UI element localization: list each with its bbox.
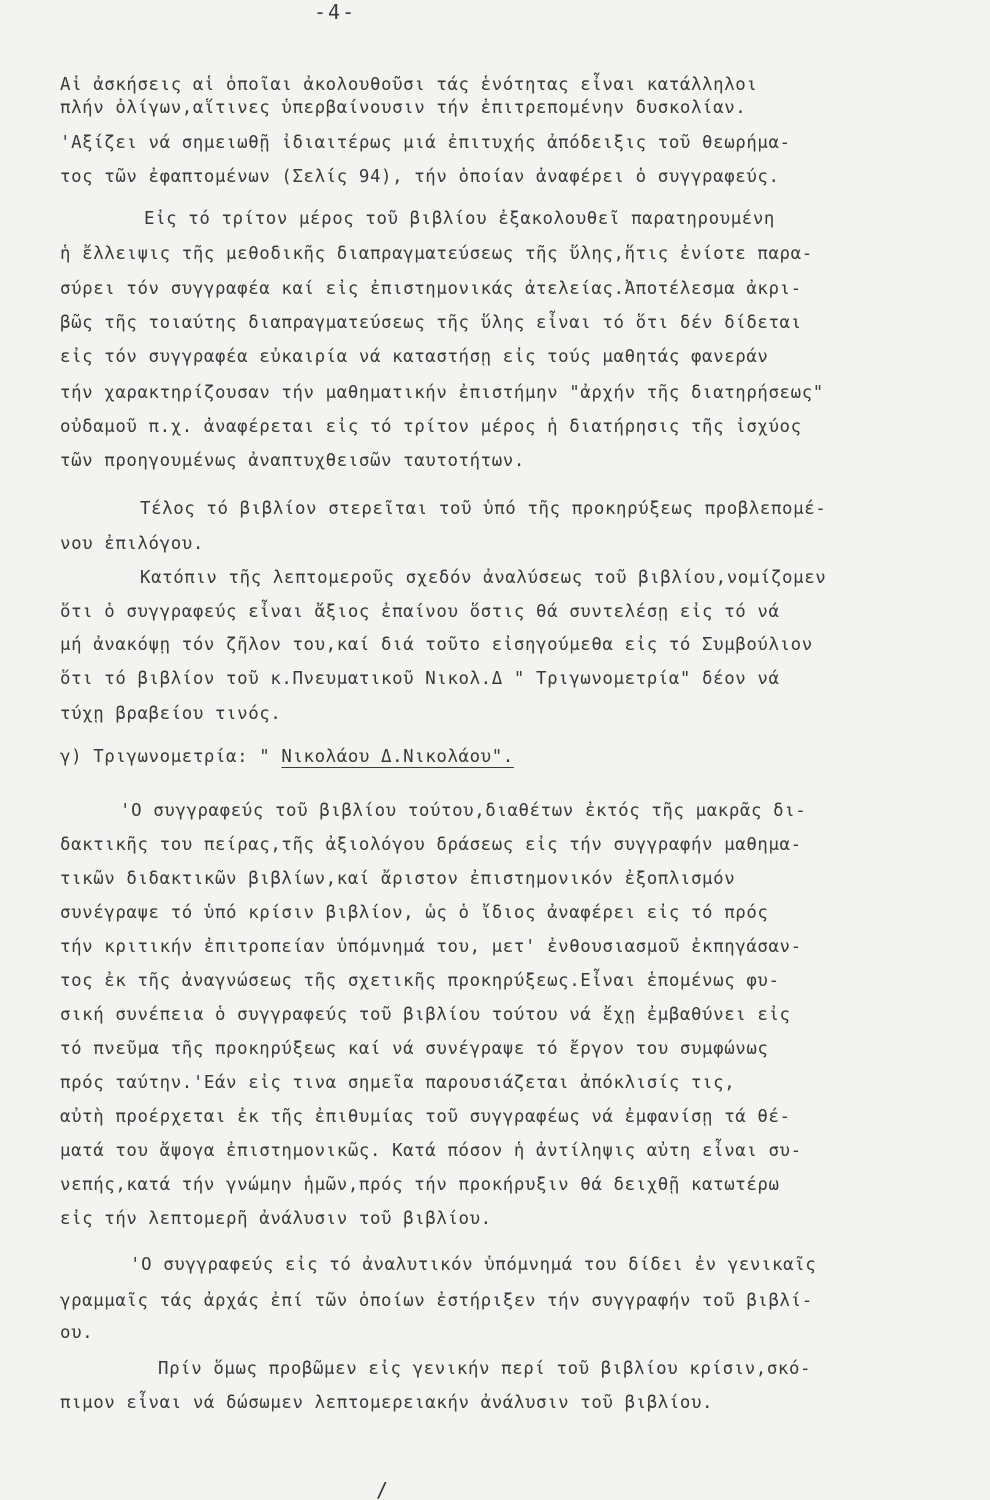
- text-line: νεπής,κατά τήν γνώμην ἡμῶν,πρός τήν προκήρυξιν θά δειχθῇ κατωτέρω: [60, 1175, 780, 1195]
- text-line: 'Ο συγγραφεύς εἰς τό ἀναλυτικόν ὑπόμνημά του δίδει ἐν γενικαῖς: [130, 1255, 817, 1275]
- text-line: πρός ταύτην.'Εάν εἰς τινα σημεῖα παρουσιάζεται ἀπόκλισίς τις,: [60, 1073, 736, 1093]
- text-line: Τέλος τό βιβλίον στερεῖται τοῦ ὑπό τῆς προκηρύξεως προβλεπομέ-: [140, 499, 827, 519]
- page-number: -4-: [314, 0, 357, 24]
- text-line: πιμον εἶναι νά δώσωμεν λεπτομερειακήν ἀνάλυσιν τοῦ βιβλίου.: [60, 1393, 714, 1413]
- text-line: ματά του ἄψογα ἐπιστημονικῶς. Κατά πόσον ἡ ἀντίληψις αὐτη εἶναι συ-: [60, 1141, 802, 1161]
- footer-mark: /: [376, 1478, 389, 1500]
- text-line: τικῶν διδακτικῶν βιβλίων,καί ἄριστον ἐπιστημονικόν ἐξοπλισμόν: [60, 869, 736, 889]
- text-line: Εἰς τό τρίτον μέρος τοῦ βιβλίου ἐξακολουθεῖ παρατηρουμένη: [144, 209, 775, 229]
- text-line: μή ἀνακόψῃ τόν ζῆλον του,καί διά τοῦτο εἰσηγούμεθα εἰς τό Συμβούλιον: [60, 635, 813, 655]
- text-line: ὅτι τό βιβλίον τοῦ κ.Πνευματικοῦ Νικολ.Δ " Τριγωνομετρία" δέον νά: [60, 669, 780, 689]
- text-line: πλήν ὀλίγων,αἵτινες ὑπερβαίνουσιν τήν ἐπιτρεπομένην δυσκολίαν.: [60, 98, 747, 118]
- text-line: εἰς τόν συγγραφέα εὐκαιρία νά καταστήσῃ εἰς τούς μαθητάς φανεράν: [60, 347, 769, 367]
- text-line: 'Ο συγγραφεύς τοῦ βιβλίου τούτου,διαθέτων ἐκτός τῆς μακρᾶς δι-: [120, 801, 807, 821]
- text-line: Πρίν ὅμως προβῶμεν εἰς γενικήν περί τοῦ βιβλίου κρίσιν,σκό-: [158, 1359, 812, 1379]
- text-line: ὅτι ὁ συγγραφεύς εἶναι ἄξιος ἐπαίνου ὅστις θά συντελέσῃ εἰς τό νά: [60, 602, 780, 622]
- text-line: νου ἐπιλόγου.: [60, 534, 204, 554]
- text-line: Κατόπιν τῆς λεπτομεροῦς σχεδόν ἀναλύσεως τοῦ βιβλίου,νομίζομεν: [140, 568, 827, 588]
- text-line: γραμμαῖς τάς ἀρχάς ἐπί τῶν ὁποίων ἐστήριξεν τήν συγγραφήν τοῦ βιβλί-: [60, 1291, 813, 1311]
- text-line: συνέγραψε τό ὑπό κρίσιν βιβλίον, ὡς ὁ ἴδιος ἀναφέρει εἰς τό πρός: [60, 903, 769, 923]
- text-line: αὐτὴ προέρχεται ἐκ τῆς ἐπιθυμίας τοῦ συγγραφέως νά ἐμφανίσῃ τά θέ-: [60, 1107, 791, 1127]
- section-heading-label: γ) Τριγωνομετρία: ": [60, 747, 282, 767]
- text-line: σύρει τόν συγγραφέα καί εἰς ἐπιστημονικάς ἀτελείας.Ἀποτέλεσμα ἀκρι-: [60, 279, 802, 299]
- text-line: τῶν προηγουμένως ἀναπτυχθεισῶν ταυτοτήτων.: [60, 451, 525, 471]
- text-line: ἡ ἔλλειψις τῆς μεθοδικῆς διαπραγματεύσεως τῆς ὕλης,ἥτις ἐνίοτε παρα-: [60, 244, 813, 264]
- text-line: τος τῶν ἐφαπτομένων (Σελίς 94), τήν ὁποίαν ἀναφέρει ὁ συγγραφεύς.: [60, 167, 780, 187]
- text-line: τό πνεῦμα τῆς προκηρύξεως καί νά συνέγραψε τό ἔργον του συμφώνως: [60, 1039, 769, 1059]
- section-heading: [60, 746, 514, 768]
- text-line: δακτικῆς του πείρας,τῆς ἀξιολόγου δράσεως εἰς τήν συγγραφήν μαθημα-: [60, 835, 802, 855]
- section-heading-author: Νικολάου Δ.Νικολάου".: [281, 747, 514, 767]
- text-line: τος ἐκ τῆς ἀναγνώσεως τῆς σχετικῆς προκηρύξεως.Εἶναι ἑπομένως φυ-: [60, 971, 780, 991]
- text-line: εἰς τήν λεπτομερῆ ἀνάλυσιν τοῦ βιβλίου.: [60, 1209, 492, 1229]
- text-line: βῶς τῆς τοιαύτης διαπραγματεύσεως τῆς ὕλης εἶναι τό ὅτι δέν δίδεται: [60, 313, 802, 333]
- text-line: τύχῃ βραβείου τινός.: [60, 704, 282, 724]
- text-line: ου.: [60, 1323, 94, 1343]
- text-line: τήν κριτικήν ἐπιτροπείαν ὑπόμνημά του, μετ' ἐνθουσιασμοῦ ἐκπηγάσαν-: [60, 937, 802, 957]
- text-line: τήν χαρακτηρίζουσαν τήν μαθηματικήν ἐπιστήμην "ἀρχήν τῆς διατηρήσεως": [60, 383, 824, 403]
- text-line: Αἱ ἀσκήσεις αἱ ὁποῖαι ἀκολουθοῦσι τάς ἑνότητας εἶναι κατάλληλοι: [60, 75, 758, 95]
- text-line: 'Αξίζει νά σημειωθῇ ἰδιαιτέρως μιά ἐπιτυχής ἀπόδειξις τοῦ θεωρήμα-: [60, 133, 791, 153]
- text-line: σική συνέπεια ὁ συγγραφεύς τοῦ βιβλίου τούτου νά ἔχῃ ἐμβαθύνει εἰς: [60, 1005, 791, 1025]
- text-line: οὐδαμοῦ π.χ. ἀναφέρεται εἰς τό τρίτον μέρος ἡ διατήρησις τῆς ἰσχύος: [60, 417, 802, 437]
